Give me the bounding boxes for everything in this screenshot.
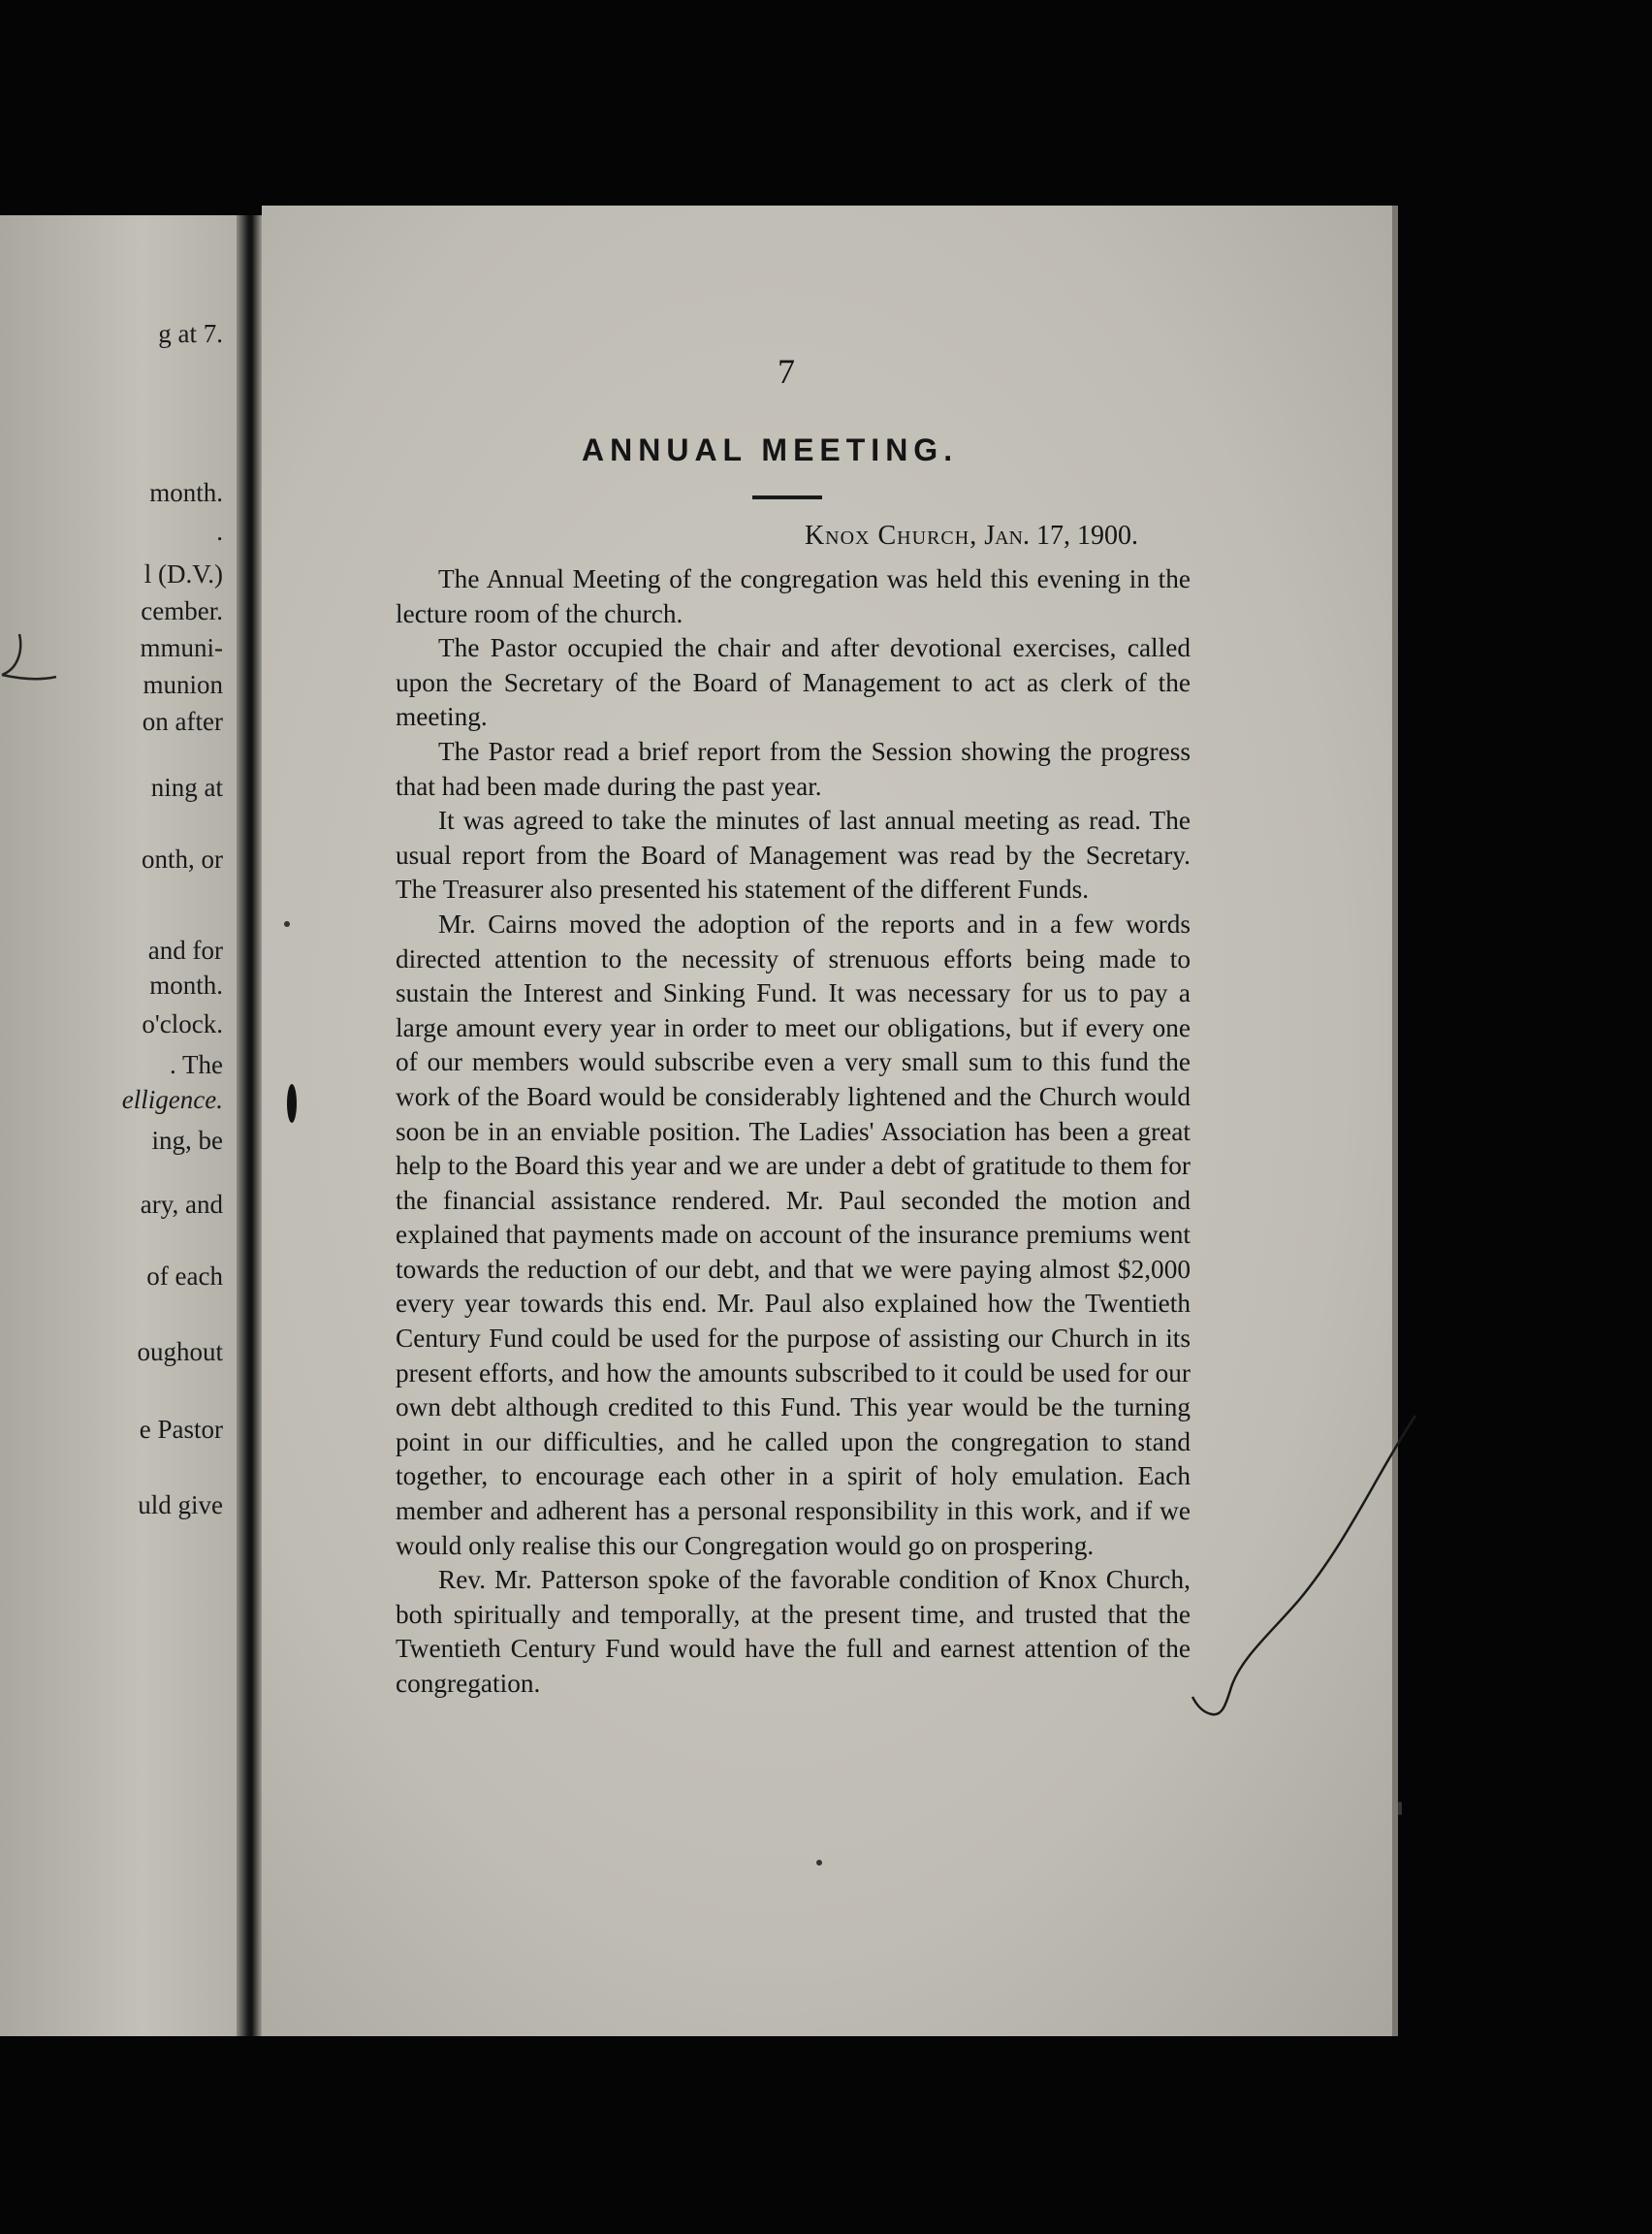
left-page-line: elligence. <box>121 1085 223 1114</box>
speck <box>816 1860 822 1866</box>
margin-ink-mark <box>287 1084 297 1123</box>
left-page-line: e Pastor <box>139 1415 223 1444</box>
page-number: 7 <box>778 352 795 391</box>
left-page-line: munion <box>143 670 223 699</box>
left-page-line: ary, and <box>140 1190 223 1219</box>
left-page-line: ing, be <box>151 1126 223 1155</box>
left-page-line: month. <box>149 971 223 1000</box>
dateline-date: Jan. 17, 1900. <box>984 521 1138 551</box>
paragraph: It was agreed to take the minutes of last annual meeting as read. The usual report from the Board of Management was read by the Secretary. The Treasurer also presented his statement of the different Funds. <box>396 806 1191 905</box>
dateline-place: Knox Church, <box>804 521 978 551</box>
left-page-line: oughout <box>137 1337 223 1366</box>
speck <box>1398 1802 1402 1815</box>
left-page-line: onth, or <box>142 845 223 874</box>
paragraph: The Pastor read a brief report from the Session showing the progress that had been made during the past year. <box>396 736 1191 801</box>
book-gutter <box>237 215 262 2036</box>
handwritten-bracket-icon <box>1183 1406 1425 1716</box>
left-page-line: uld give <box>138 1490 223 1519</box>
left-page-line: o'clock. <box>142 1009 223 1038</box>
left-page-line: mmuni- <box>140 633 223 662</box>
article-body <box>396 562 1191 1702</box>
speck <box>284 921 290 927</box>
left-page-line: and for <box>147 936 223 965</box>
left-page-line: month. <box>149 478 223 507</box>
left-page-line: ning at <box>150 773 223 802</box>
paragraph: Mr. Cairns moved the adoption of the reports and in a few words directed attention to the necessity of strenuous efforts being made to sustain the Interest and Sinking Fund. It was necessary for us to pay a large amount every year in order to meet our obligations, but if every one of our members would subscribe even a very small sum to this fund the work of the Board would be considerably lightened and the Church would soon be in an enviable position. The Ladies' Association has been a great help to the Board this year and we are under a debt of gratitude to them for the financial assistance rendered. Mr. Paul seconded the motion and explained that payments made on account of the insurance premiums went towards the reduction of our debt, and that we were paying almost $2,000 every year towards this end. Mr. Paul also explained how the Twentieth Century Fund could be used for the purpose of assisting our Church in its present efforts, and how the amounts subscribed to it could be used for our own debt although credited to this Fund. This year would be the turning point in our difficulties, and he called upon the congregation to stand together, to encourage each other in a spirit of holy emulation. Each member and adherent has a personal responsibility in this work, and if we would only realise this our Congregation would go on prospering. <box>396 909 1191 1560</box>
left-page-line: . <box>216 517 223 546</box>
left-page-line: cember. <box>141 596 223 625</box>
left-page-line: l (D.V.) <box>143 559 223 589</box>
left-page-line: of each <box>146 1261 223 1291</box>
left-page <box>0 215 237 2036</box>
left-page-line: . The <box>170 1050 223 1079</box>
paragraph: Rev. Mr. Patterson spoke of the favorable condition of Knox Church, both spiritually and temporally, at the present time, and trusted that the Twentieth Century Fund would have the full and earnest attention of the congregation. <box>396 1565 1191 1698</box>
title-rule <box>752 495 822 499</box>
paragraph: The Pastor occupied the chair and after devotional exercises, called upon the Secretary of the Board of Management to act as clerk of the meeting. <box>396 633 1191 732</box>
left-page-line: g at 7. <box>158 319 223 348</box>
dateline <box>805 521 1138 552</box>
paragraph: The Annual Meeting of the congregation was held this evening in the lecture room of the church. <box>396 564 1191 628</box>
handwritten-mark-icon <box>0 632 58 690</box>
page-title: ANNUAL MEETING. <box>582 432 959 467</box>
left-page-line: on after <box>142 707 223 736</box>
